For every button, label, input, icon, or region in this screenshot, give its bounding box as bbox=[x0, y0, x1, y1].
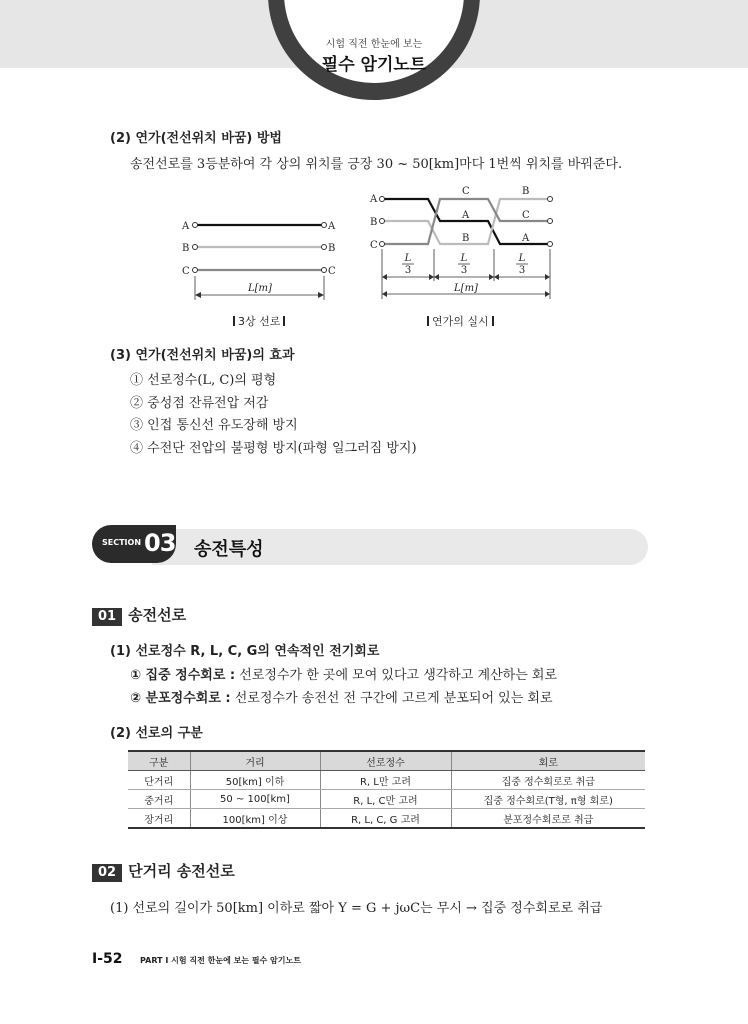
right-figure-caption: 연가의 실시 bbox=[424, 313, 497, 329]
transposition-method-body: 송전선로를 3등분하여 각 상의 위치를 긍장 30 ~ 50[km]마다 1번씩 위치를 바꿔준다. bbox=[130, 157, 623, 172]
right-label-b: B bbox=[328, 243, 336, 254]
table-row: 장거리 100[km] 이상 R, L, C, G 고려 분포정수회로로 취급 bbox=[128, 809, 645, 829]
effect-item-3: ③ 인접 통신선 유도장해 방지 bbox=[130, 418, 298, 433]
fraction-den-2: 3 bbox=[460, 265, 468, 276]
left-label-a: A bbox=[182, 221, 190, 232]
line-classification-table bbox=[128, 750, 645, 829]
topic-2-line-1: (1) 선로의 길이가 50[km] 이하로 짧아 Y = G + jωC는 무시 → 집중 정수회로로 취급 bbox=[110, 901, 603, 916]
section-number-badge bbox=[92, 525, 176, 563]
transposition-effect-heading: (3) 연가(전선위치 바꿈)의 효과 bbox=[110, 348, 295, 363]
table-header-cell: 회로 bbox=[451, 751, 645, 771]
topic-1-title: 송전선로 bbox=[128, 606, 187, 624]
page-number: I-52 bbox=[92, 951, 123, 967]
left-label-c: C bbox=[182, 266, 190, 277]
tp-left-label-c: C bbox=[370, 240, 378, 251]
table-header-cell: 거리 bbox=[190, 751, 320, 771]
tp-mid2-label-b: B bbox=[522, 186, 530, 197]
tp-mid2-label-a: A bbox=[522, 233, 530, 244]
distributed-circuit-item: ② 분포정수회로 : 선로정수가 송전선 전 구간에 고르게 분포되어 있는 회로 bbox=[130, 691, 553, 706]
topic-1-sub1-heading: (1) 선로정수 R, L, C, G의 연속적인 전기회로 bbox=[110, 644, 380, 659]
fraction-den-1: 3 bbox=[404, 265, 412, 276]
effect-item-4: ④ 수전단 전압의 불평형 방지(파형 일그러짐 방지) bbox=[130, 441, 417, 456]
tp-mid1-label-b: B bbox=[462, 233, 470, 244]
section-title: 송전특성 bbox=[194, 539, 264, 560]
right-label-c: C bbox=[328, 266, 336, 277]
topic-1-heading bbox=[92, 604, 186, 626]
effect-item-1: ① 선로정수(L, C)의 평형 bbox=[130, 373, 277, 388]
tp-mid1-label-a: A bbox=[462, 210, 470, 221]
tp-left-label-b: B bbox=[370, 217, 378, 228]
table-header-cell: 선로정수 bbox=[320, 751, 451, 771]
section-header bbox=[92, 525, 648, 565]
topic-2-title: 단거리 송전선로 bbox=[128, 862, 235, 880]
topic-2-heading bbox=[92, 860, 235, 882]
section-number: 03 bbox=[144, 529, 176, 557]
left-length-label: L[m] bbox=[248, 283, 272, 294]
tp-left-label-a: A bbox=[370, 194, 378, 205]
table-row: 중거리 50 ~ 100[km] R, L, C만 고려 집중 정수회로(T형, π형 회로) bbox=[128, 790, 645, 809]
fraction-num-2: L bbox=[460, 253, 468, 264]
topic-2-number: 02 bbox=[92, 864, 122, 882]
header-subtitle: 시험 직전 한눈에 보는 bbox=[325, 39, 423, 50]
lumped-circuit-item: ① 집중 정수회로 : 선로정수가 한 곳에 모여 있다고 생각하고 계산하는 회로 bbox=[130, 668, 558, 683]
left-label-b: B bbox=[182, 243, 190, 254]
topic-1-sub2-heading: (2) 선로의 구분 bbox=[110, 726, 203, 741]
left-figure-caption: 3상 선로 bbox=[230, 313, 288, 329]
effect-item-2: ② 중성점 잔류전압 저감 bbox=[130, 396, 269, 411]
transposition-method-heading: (2) 연가(전선위치 바꿈) 방법 bbox=[110, 131, 282, 146]
tp-mid1-label-c: C bbox=[462, 186, 470, 197]
three-phase-line-figure bbox=[178, 212, 346, 304]
footer-running-title: PART Ⅰ 시험 직전 한눈에 보는 필수 암기노트 bbox=[140, 956, 301, 965]
right-label-a: A bbox=[328, 221, 336, 232]
tp-length-label: L[m] bbox=[454, 283, 478, 294]
table-header-cell: 구분 bbox=[128, 751, 190, 771]
fraction-den-3: 3 bbox=[518, 265, 526, 276]
section-label: SECTION bbox=[102, 538, 142, 547]
tp-mid2-label-c: C bbox=[522, 210, 530, 221]
transposition-figure bbox=[364, 183, 564, 303]
fraction-num-1: L bbox=[404, 253, 412, 264]
fraction-num-3: L bbox=[518, 253, 526, 264]
topic-1-number: 01 bbox=[92, 608, 122, 626]
header-title: 필수 암기노트 bbox=[321, 55, 427, 75]
table-row: 단거리 50[km] 이하 R, L만 고려 집중 정수회로로 취급 bbox=[128, 771, 645, 790]
